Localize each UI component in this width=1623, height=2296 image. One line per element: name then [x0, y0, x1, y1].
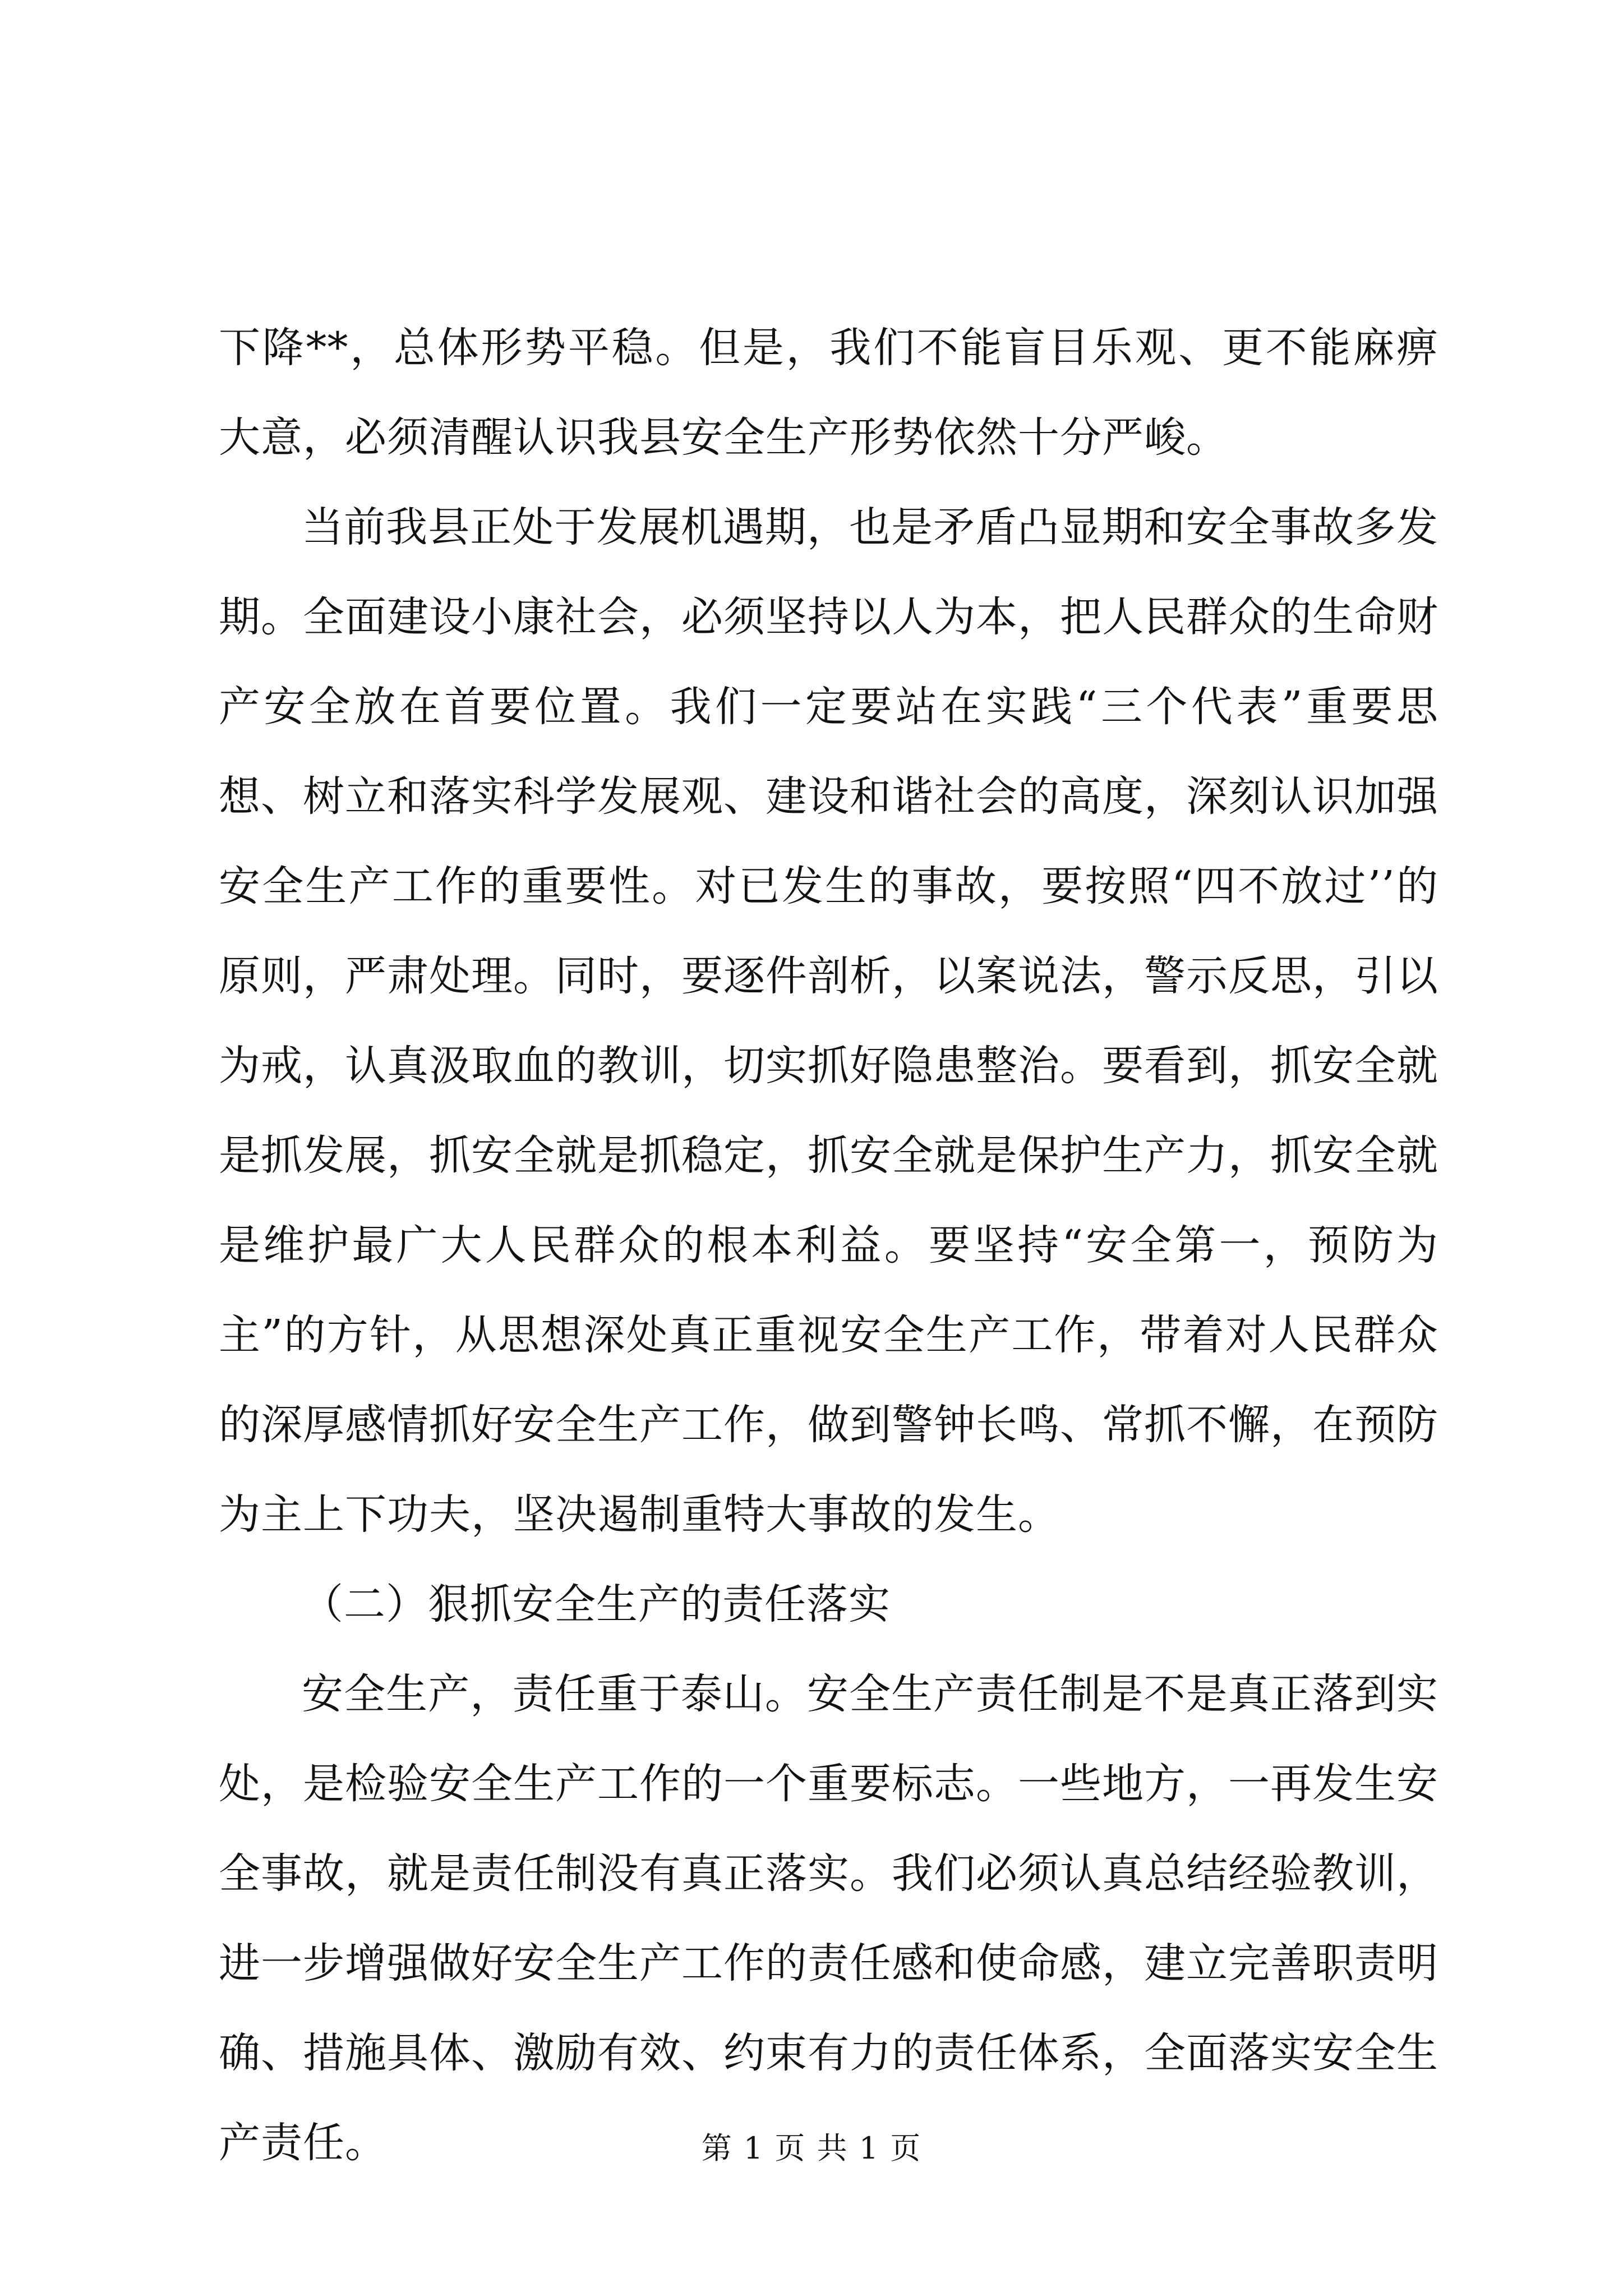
page-footer — [0, 2129, 1623, 2168]
paragraph-responsibility: 安全生产，责任重于泰山。安全生产责任制是不是真正落到实处，是检验安全生产工作的一个重要标志。一些地方，一再发生安全事故，就是责任制没有真正落实。我们必须认真总结经验教训，进一步增强做好安全生产工作的责任感和使命感，建立完善职责明确、措施具体、激励有效、约束有力的责任体系，全面落实安全生产责任。 — [219, 1670, 1438, 2167]
paragraph-safety-situation: 当前我县正处于发展机遇期，也是矛盾凸显期和安全事故多发期。全面建设小康社会，必须坚持以人为本，把人民群众的生命财产安全放在首要位置。我们一定要站在实践“三个代表”重要思想、树立和落实科学发展观、建设和谐社会的高度，深刻认识加强安全生产工作的重要性。对已发生的事故，要按照“四不放过’’的原则，严肃处理。同时，要逐件剖析，以案说法，警示反思，引以为戒，认真汲取血的教训，切实抓好隐患整治。要看到，抓安全就是抓发展，抓安全就是抓稳定，抓安全就是保护生产力，抓安全就是维护最广大人民群众的根本利益。要坚持“安全第一，预防为主”的方针，从思想深处真正重视安全生产工作，带着对人民群众的深厚感情抓好安全生产工作，做到警钟长鸣、常抓不懈，在预防为主上下功夫，坚决遏制重特大事故的发生。 — [219, 503, 1438, 1539]
section-heading: （二）狠抓安全生产的责任落实 — [302, 1580, 891, 1628]
paragraph-continuation: 下降**，总体形势平稳。但是，我们不能盲目乐观、更不能麻痹大意，必须清醒认识我县安全生产形势依然十分严峻。 — [219, 324, 1438, 462]
document-body — [219, 303, 1438, 2188]
page-number-label: 第 1 页 共 1 页 — [701, 2131, 922, 2166]
